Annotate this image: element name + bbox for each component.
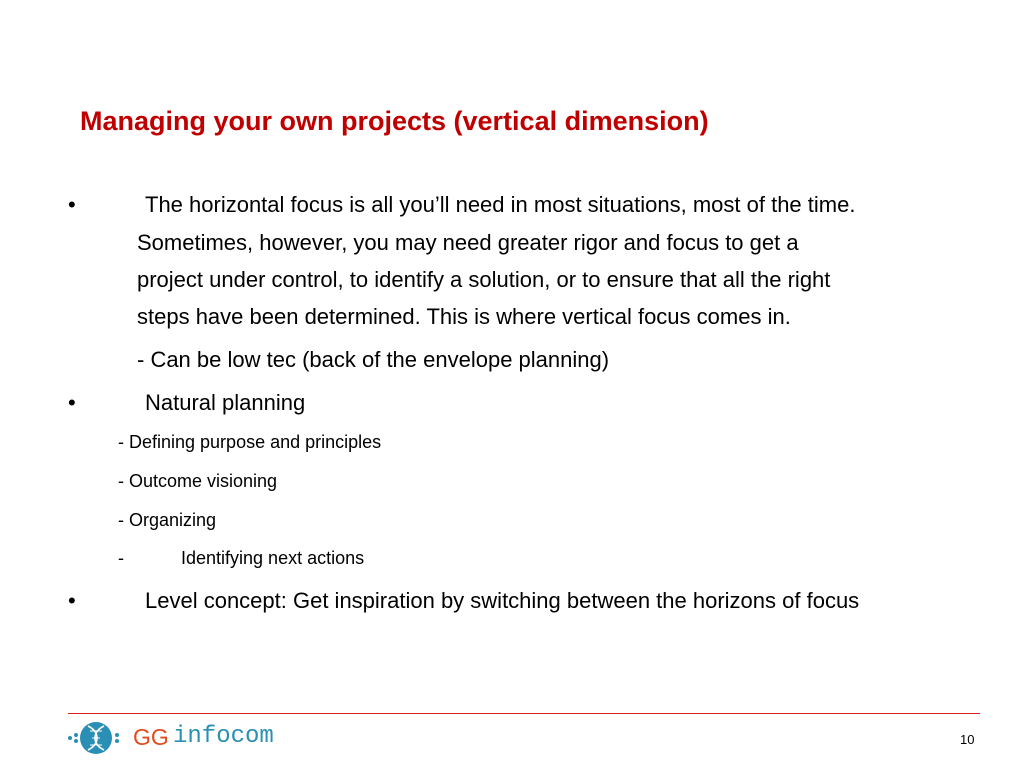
bullet-2-text: Natural planning bbox=[145, 390, 306, 415]
bullet-marker: • bbox=[68, 588, 76, 613]
gg-infocom-logo-icon bbox=[66, 718, 122, 758]
bullet-1-note: - Can be low tec (back of the envelope planning) bbox=[137, 347, 610, 372]
bullet-1-line-1: The horizontal focus is all you’ll need in most situations, most of the time. bbox=[145, 192, 856, 217]
bullet-1-line-2: Sometimes, however, you may need greater rigor and focus to get a bbox=[137, 230, 799, 255]
bullet-marker: • bbox=[68, 192, 76, 217]
subitem-organizing: - Organizing bbox=[118, 510, 217, 530]
logo-text-gg: GG bbox=[133, 724, 169, 750]
subitem-outcome-visioning: - Outcome visioning bbox=[118, 471, 278, 491]
slide-title: Managing your own projects (vertical dimension) bbox=[80, 106, 709, 136]
bullet-marker: • bbox=[68, 390, 76, 415]
footer-divider bbox=[68, 713, 980, 714]
bullet-3-text: Level concept: Get inspiration by switching between the horizons of focus bbox=[145, 588, 860, 613]
subitem-next-actions: Identifying next actions bbox=[181, 548, 365, 568]
bullet-1-line-4: steps have been determined. This is where vertical focus comes in. bbox=[137, 304, 791, 329]
subitem-dash: - bbox=[118, 548, 124, 568]
subitem-defining-purpose: - Defining purpose and principles bbox=[118, 432, 382, 452]
logo-text-infocom: infocom bbox=[173, 723, 274, 750]
bullet-1-line-3: project under control, to identify a solution, or to ensure that all the right bbox=[137, 267, 831, 292]
page-number: 10 bbox=[960, 732, 975, 747]
